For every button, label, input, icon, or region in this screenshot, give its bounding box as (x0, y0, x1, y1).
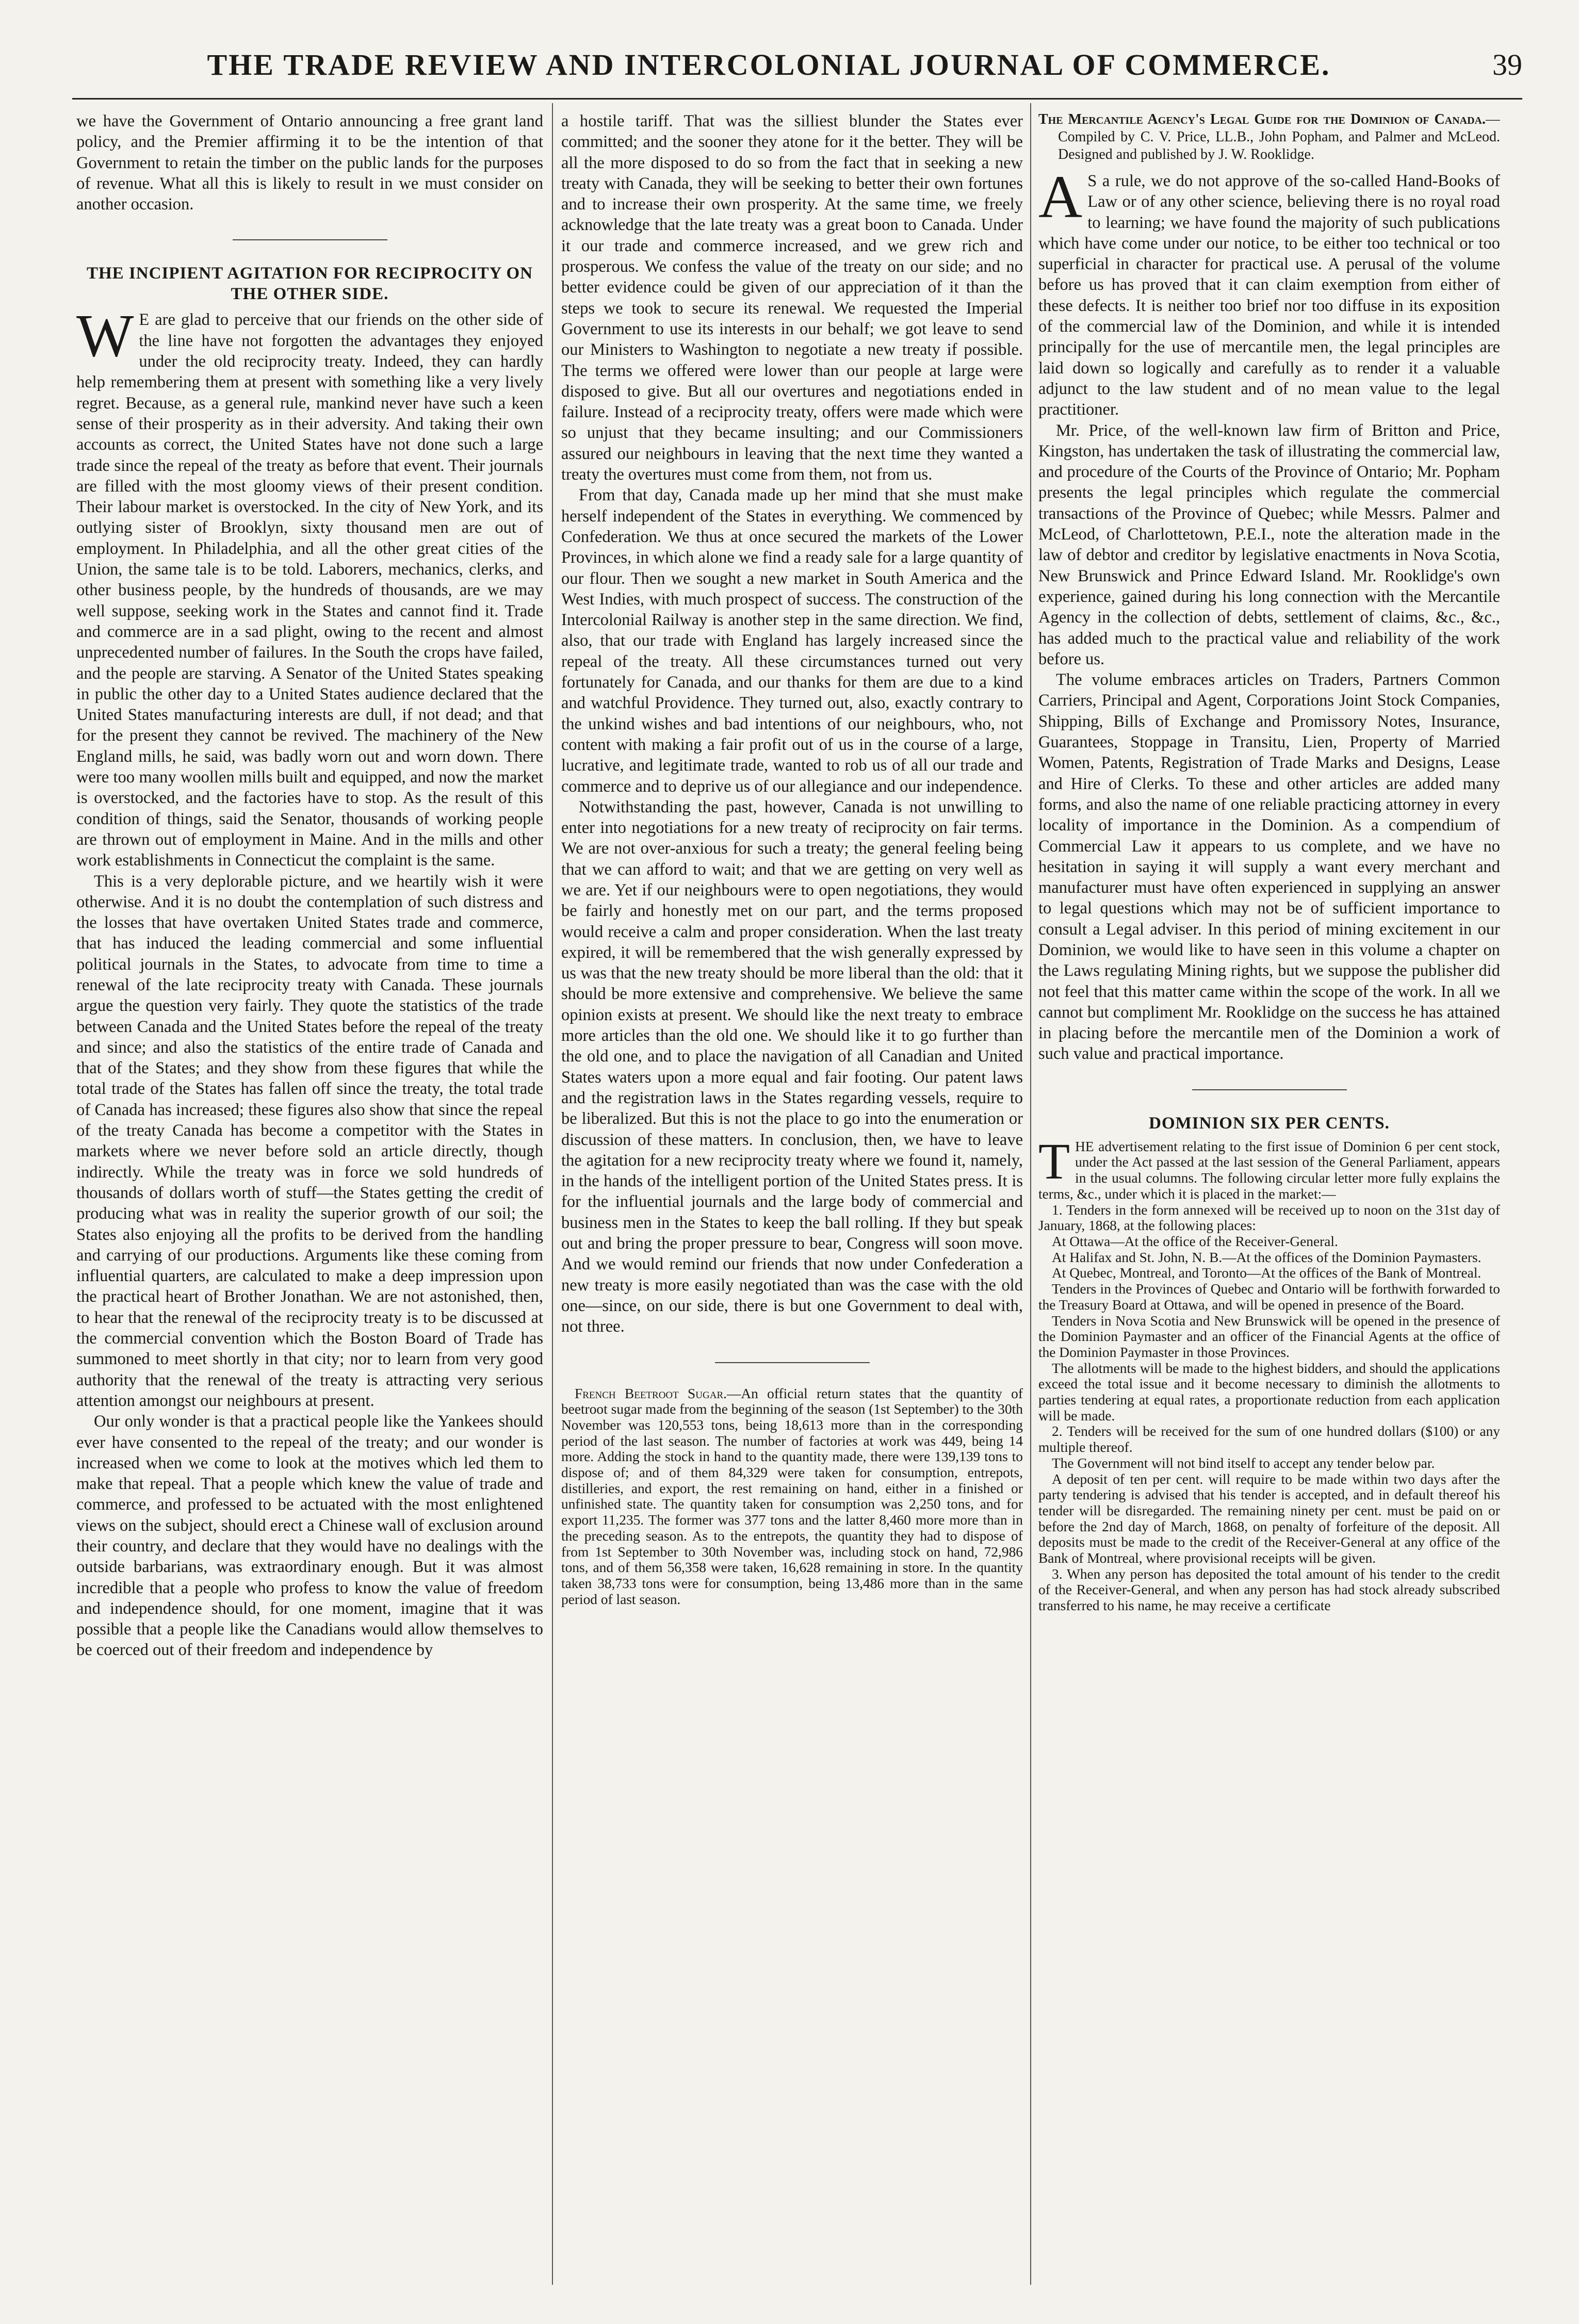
column-2 (561, 111, 1023, 2298)
notice-body (1038, 1132, 1500, 1614)
notice-heading: DOMINION SIX PER CENTS. (1149, 1114, 1390, 1133)
article-paragraph: Mr. Price, of the well-known law firm of Britton and Price, Kingston, has undertaken the task of illustrating the commercial law, and procedure of the Courts of the Province of Ontario; Mr. Popham presents the legal principles which regulate the commercial transactions of the Province of Quebec; while Messrs. Palmer and McLeod, of Charlottetown, P.E.I., note the alteration made in the law of debtor and creditor by legislative enactments in Nova Scotia, New Brunswick and Prince Edward Island. Mr. Rooklidge's own experience, gained during his long connection with the Mercantile Agency in the collection of debts, settlement of claims, &c., &c., has added much to the practical value and reliability of the work before us. (1038, 421, 1500, 668)
article-paragraph (76, 302, 543, 871)
review-meta: —Compiled by C. V. Price, LL.B., John Popham, and Palmer and McLeod. Designed and published by J. W. Rooklidge. (1058, 111, 1500, 162)
drop-cap: W (76, 302, 134, 370)
notice-paragraph: 3. When any person has deposited the total amount of his tender to the credit of the Receiver-General, and when any person has had stock already subscribed transferred to his name, he may receive a certificate (1038, 1566, 1500, 1614)
brief-heading: French Beetroot Sugar. (575, 1385, 727, 1401)
notice-paragraph: At Ottawa—At the office of the Receiver-General. (1052, 1233, 1338, 1249)
brief-paragraph (561, 1386, 1023, 1608)
review-heading (1038, 111, 1500, 163)
page-number: 39 (1492, 48, 1522, 81)
column-rule (1030, 103, 1031, 2285)
notice-paragraph: At Quebec, Montreal, and Toronto—At the offices of the Bank of Montreal. (1052, 1265, 1482, 1281)
notice-paragraph: At Halifax and St. John, N. B.—At the offices of the Dominion Paymasters. (1052, 1249, 1482, 1265)
paragraph-text: E are glad to perceive that our friends on the other side of the line have not forgotten the advantages they enjoyed under the old reciprocity treaty. Indeed, they can hardly help remembering them at present with something like a very lively regret. Because, as a general rule, mankind never have such a keen sense of their prosperity as in their adversity. And taking their own accounts as correct, the United States have not done such a large trade since the repeal of the treaty as before that event. Their journals are filled with the most gloomy views of their present condition. Their labour market is overstocked. In the city of New York, and its outlying sister of Brooklyn, sixty thousand men are out of employment. In Philadelphia, and all the other great cities of the Union, the same tale is to be told. Laborers, mechanics, clerks, and other business people, by the hundreds of thousands, are we may well suppose, seeking work in the States and cannot find it. Trade and commerce are in a sad plight, owing to the recent and almost unprecedented number of failures. In the South the crops have failed, and the people are starving. A Senator of the United States speaking in public the other day to a United States audience declared that the United States manufacturing interests are dull, if not dead; and that for the present they cannot be revived. The machinery of the New England mills, he said, was badly worn out and worn down. There were too many woollen mills built and equipped, and now the market is overstocked, and the factories have to stop. As the result of this condition of things, said the Senator, thousands of working people are thrown out of employment in Maine. And in the mills and other work establishments in Connecticut the complaint is the same. (76, 310, 543, 870)
section-divider (1192, 1089, 1347, 1090)
header-rule (72, 98, 1522, 100)
article-heading: THE INCIPIENT AGITATION FOR RECIPROCITY ON THE OTHER SIDE. (87, 264, 533, 304)
review-title: The Mercantile Agency's Legal Guide for the Dominion of Canada. (1038, 111, 1486, 127)
article-paragraph: This is a very deplorable picture, and we heartily wish it were otherwise. And it is no doubt the contemplation of such distress and the losses that have overtaken United States trade and commerce, that has induced the leading commercial and some influential political journals in the States, to advocate from time to time a renewal of the late reciprocity treaty with Canada. These journals argue the question very fairly. They quote the statistics of the trade between Canada and the United States before the repeal of the treaty and since; and also the statistics of the entire trade of Canada and that of the States; and they show from these figures that while the total trade of the States has fallen off since the treaty, the total trade of Canada has increased; these figures also show that since the repeal of the treaty Canada has become a competitor with the States in markets where we never before sold an article directly, though indirectly. While the treaty was in force we sold hundreds of thousands of dollars worth of stuff—the States getting the credit of producing what was in reality the superior growth of our soil; the States also enjoying all the profits to be derived from the handling and carrying of our productions. Arguments like these coming from influential quarters, are calculated to make a deep impression upon the practical heart of Brother Jonathan. We are not astonished, then, to hear that the renewal of the reciprocity treaty is to be discussed at the commercial convention which the Boston Board of Trade has summoned to meet shortly in that city; nor to learn from very good authority that the renewal of the treaty is attracting very serious attention amongst our neighbours at present. (76, 872, 543, 1410)
drop-cap: T (1038, 1132, 1070, 1190)
publication-title: THE TRADE REVIEW AND INTERCOLONIAL JOURNAL OF COMMERCE. (207, 48, 1331, 81)
section-divider (233, 239, 387, 240)
running-head (72, 47, 1522, 99)
notice-paragraph: 1. Tenders in the form annexed will be received up to noon on the 31st day of January, 1868, at the following places: (1038, 1202, 1500, 1234)
brief-text: —An official return states that the quantity of beetroot sugar made from the beginning of the season (1st September) to the 30th November was 120,553 tons, being 18,613 more than in the corresponding period of the last season. The number of factories at work was 449, being 14 more. Adding the stock in hand to the quantity made, there were 139,139 tons to dispose of; and of them 84,329 were taken for consumption, entrepots, distilleries, and export, the rest remaining on hand, either in a finished or unfinished state. The quantity taken for consumption was 2,250 tons, and for export 11,235. The former was 377 tons and the latter 8,460 more more than in the preceding season. As to the entrepots, the quantity they had to dispose of from 1st September to 30th November was, including stock on hand, 72,986 tons, and of them 56,358 were taken, 16,628 remaining in store. In the quantity taken 38,733 tons were for consumption, being 13,486 more than in the same period of last season. (561, 1385, 1023, 1607)
section-divider (715, 1362, 870, 1363)
article-paragraph: Our only wonder is that a practical people like the Yankees should ever have consented to the repeal of the treaty; and our wonder is increased when we come to look at the motives which led them to make that repeal. That a people which knew the value of trade and commerce, and professed to be actuated with the most enlightened views on the subject, should erect a Chinese wall of exclusion around their country, and declare that they would have no dealings with the outside barbarians, was extraordinary enough. But it was almost incredible that a people who profess to know the value of freedom and independence should, for one moment, imagine that it was possible that a people like the Canadians would allow themselves to be coerced out of their freedom and independence by (76, 1412, 543, 1660)
notice-paragraph: A deposit of ten per cent. will require to be made within two days after the party tendering is advised that his tender is accepted, and in default thereof his tender will be disregarded. The remaining ninety per cent. must be paid on or before the 2nd day of March, 1868, on penalty of forfeiture of the deposit. All deposits must be made to the credit of the Receiver-General at any office of the Bank of Montreal, where provisional receipts will be given. (1038, 1471, 1500, 1566)
continued-paragraph: we have the Government of Ontario announcing a free grant land policy, and the Premier affirming it to be the intention of that Government to retain the timber on the public lands for the purposes of revenue. What all this is likely to result in we must consider on another occasion. (76, 112, 543, 214)
drop-cap: A (1038, 163, 1083, 231)
column-rule (552, 103, 553, 2285)
article-paragraph: Notwithstanding the past, however, Canada is not unwilling to enter into negotiations for a new treaty of reciprocity on fair terms. We are not over-anxious for such a treaty; the general feeling being that we can afford to wait; and that we are getting on very well as we are. Yet if our neighbours were to open negotiations, they would be fairly and honestly met on our part, and the terms proposed would receive a calm and proper consideration. When the last treaty expired, it will be remembered that the wish generally expressed by us was that the new treaty should be more liberal than the old: that it should be more extensive and comprehensive. We believe the same opinion exists at present. We should like the next treaty to embrace more articles than the old one. We should like it to go further than the old one, and to place the navigation of all Canadian and United States waters upon a more equal and fair footing. Our patent laws and the registration laws in the States regarding vessels, require to be liberalized. But this is not the place to go into the enumeration or discussion of these matters. In conclusion, then, we have to leave the agitation for a new reciprocity treaty where we found it, namely, in the hands of the intelligent portion of the United States press. It is for the influential journals and the large body of commercial and business men in the States to keep the ball rolling. If they but speak out and bring the proper pressure to bear, Congress will soon move. And we would remind our friends that now under Confederation a new treaty is more easily negotiated than was the case with the old one—since, on our side, there is but one Government to deal with, not three. (561, 797, 1023, 1336)
paragraph-text: HE advertisement relating to the first issue of Dominion 6 per cent stock, under the Act passed at the last session of the General Parliament, appears in the usual columns. The following circular letter more fully explains the terms, &c., under which it is placed in the market:— (1038, 1138, 1500, 1202)
brief-item (561, 1386, 1023, 1608)
notice-paragraph: The Government will not bind itself to accept any tender below par. (1052, 1455, 1435, 1471)
article-paragraph: From that day, Canada made up her mind that she must make herself independent of the States in everything. We commenced by Confederation. We thus at once secured the markets of the Lower Provinces, in which alone we find a ready sale for a large quantity of our flour. Then we sought a new market in South America and the West Indies, with much prospect of success. The construction of the Intercolonial Railway is another step in the same direction. We find, also, that our trade with England has largely increased since the repeal of the treaty. All these circumstances turned out very fortunately for Canada, and our thanks for them are due to a kind and watchful Providence. They turned out, also, exactly contrary to the unkind wishes and bad intentions of our neighbours, who, not content with making a fair profit out of us in the course of a large, lucrative, and legitimate trade, wanted to rob us of all our trade and commerce and to deprive us of our allegiance and our independence. (561, 486, 1023, 796)
column-1 (76, 111, 543, 2298)
article-paragraph: a hostile tariff. That was the silliest blunder the States ever committed; and the sooner they atone for it the better. They will be all the more disposed to do so from the fact that in seeking a new treaty with Canada, they will be seeking to better their own fortunes and to increase their own prosperity. At the same time, we freely acknowledge that the late treaty was a great boon to Canada. Under it our trade and commerce increased, and we grew rich and prosperous. We confess the value of the treaty on our side; and no better evidence could be given of our appreciation of it than the steps we took to secure its renewal. We requested the Imperial Government to use its interests in our behalf; we got leave to send our Ministers to Washington to negotiate a new treaty if possible. The terms we offered were lower than our people at large were disposed to give. But all our overtures and negotiations ended in failure. Instead of a reciprocity treaty, offers were made which were so unjust that they became insulting; and our Commissioners assured our neighbours in leaving that the next time they wanted a treaty the overtures must come from them, not from us. (561, 112, 1023, 484)
paragraph-text: S a rule, we do not approve of the so-called Hand-Books of Law or of any other science, believing there is no royal road to learning; we have found the majority of such publications which have come under our notice, to be either too technical or too superficial in character for practical use. A perusal of the volume before us has proved that it can claim exemption from either of these defects. It is neither too brief nor too diffuse in its exposition of the commercial law of the Dominion, and while it is intended principally for the use of mercantile men, the legal principles are laid down so logically and carefully as to render it a valuable adjunct to the law student and of no mean value to the legal practitioner. (1038, 172, 1500, 419)
notice-paragraph: Tenders in the Provinces of Quebec and Ontario will be forthwith forwarded to the Treasury Board at Ottawa, and will be opened in presence of the Board. (1038, 1281, 1500, 1313)
column-3 (1038, 111, 1500, 2298)
notice-paragraph: Tenders in Nova Scotia and New Brunswick will be opened in the presence of the Dominion Paymaster and an officer of the Financial Agents at the office of the Dominion Paymaster in those Provinces. (1038, 1313, 1500, 1360)
notice-paragraph: 2. Tenders will be received for the sum of one hundred dollars ($100) or any multiple thereof. (1038, 1423, 1500, 1455)
notice-paragraph: The allotments will be made to the highest bidders, and should the applications exceed the total issue and it become necessary to diminish the allotments to parties tendering at equal rates, a proportionate reduction from each application will be made. (1038, 1360, 1500, 1423)
article-paragraph: The volume embraces articles on Traders, Partners Common Carriers, Principal and Agent, Corporations Joint Stock Companies, Shipping, Bills of Exchange and Promissory Notes, Insurance, Guarantees, Stoppage in Transitu, Lien, Property of Married Women, Patents, Registration of Trade Marks and Designs, Lease and Hire of Clerks. To these and other articles are added many forms, and also the name of one reliable practicing attorney in every locality of importance in the Dominion. As a compendium of Commercial Law it appears to us complete, and we have no hesitation in saying it will supply a want every merchant and manufacturer must have often experienced in supplying an answer to legal questions which may not be of sufficient importance to consult a Legal adviser. In this period of mining excitement in our Dominion, we would like to have seen in this volume a chapter on the Laws regulating Mining rights, but we suppose the publisher did not feel that this matter came within the scope of the work. In all we cannot but compliment Mr. Rooklidge on the success he has attained in placing before the mercantile men of the Dominion a work of such value and practical importance. (1038, 670, 1500, 1063)
notice-paragraph (1038, 1132, 1500, 1202)
article-paragraph (1038, 163, 1500, 420)
